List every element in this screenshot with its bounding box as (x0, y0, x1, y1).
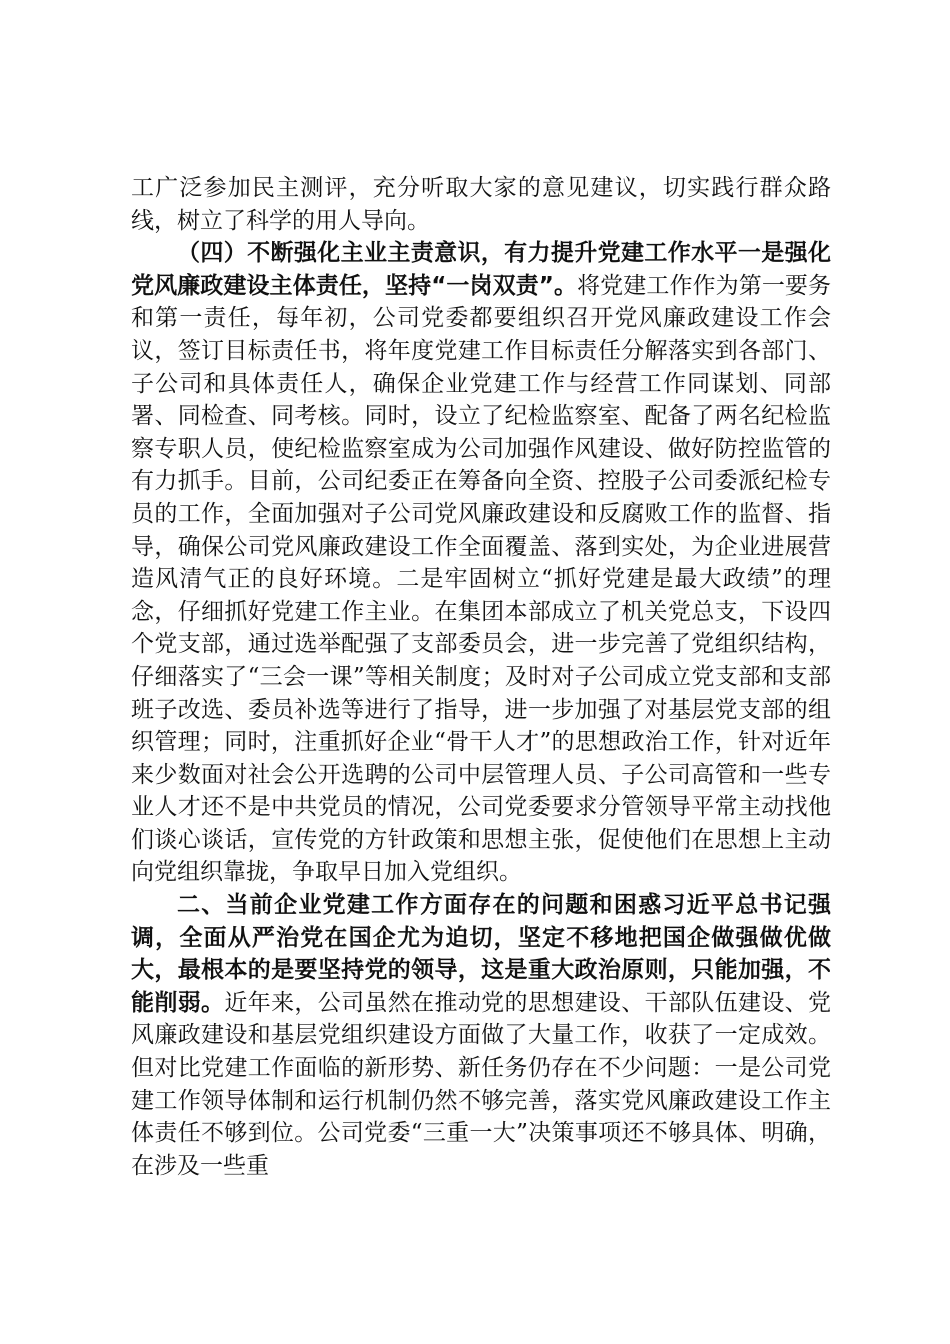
paragraph-heading: （四）不断强化主业主责意识，有力提升党建工作水平一是强化党风廉政建设主体责任，坚持“一岗双责”。 (131, 240, 831, 299)
paragraph-section-four (131, 237, 831, 889)
paragraph-text: 近年来，公司虽然在推动党的思想建设、干部队伍建设、党风廉政建设和基层党组织建设方面做了大量工作，收获了一定成效。但对比党建工作面临的新形势、新任务仍存在不少问题：一是公司党建工作领导体制和运行机制仍然不够完善，落实党风廉政建设工作主体责任不够到位。公司党委“三重一大”决策事项还不够具体、明确，在涉及一些重 (131, 989, 832, 1179)
paragraph-heading: 二、当前企业党建工作方面存在的问题和困惑习近平总书记强调，全面从严治党在国企尤为迫切，坚定不移地把国企做强做优做大，最根本的是要坚持党的领导，这是重大政治原则，只能加强，不能削弱。 (131, 892, 831, 1016)
paragraph-text: 将党建工作作为第一要务和第一责任，每年初，公司党委都要组织召开党风廉政建设工作会议，签订目标责任书，将年度党建工作目标责任分解落实到各部门、子公司和具体责任人，确保企业党建工作与经营工作同谋划、同部署、同检查、同考核。同时，设立了纪检监察室、配备了两名纪检监察专职人员，使纪检监察室成为公司加强作风建设、做好防控监管的有力抓手。目前，公司纪委正在筹备向全资、控股子公司委派纪检专员的工作，全面加强对子公司党风廉政建设和反腐败工作的监督、指导，确保公司党风廉政建设工作全面覆盖、落到实处，为企业进展营造风清气正的良好环境。二是牢固树立“抓好党建是最大政绩”的理念，仔细抓好党建工作主业。在集团本部成立了机关党总支，下设四个党支部，通过选举配强了支部委员会，进一步完善了党组织结构，仔细落实了“三会一课”等相关制度；及时对子公司成立党支部和支部班子改选、委员补选等进行了指导，进一步加强了对基层党支部的组织管理；同时，注重抓好企业“骨干人才”的思想政治工作，针对近年来少数面对社会公开选聘的公司中层管理人员、子公司高管和一些专业人才还不是中共党员的情况，公司党委要求分管领导平常主动找他们谈心谈话，宣传党的方针政策和思想主张，促使他们在思想上主动向党组织靠拢，争取早日加入党组织。 (131, 272, 832, 886)
document-body (131, 172, 831, 1182)
paragraph-section-two (131, 889, 831, 1182)
paragraph-continuation (131, 172, 831, 237)
paragraph-text: 工广泛参加民主测评，充分听取大家的意见建议，切实践行群众路线，树立了科学的用人导向。 (131, 175, 831, 234)
